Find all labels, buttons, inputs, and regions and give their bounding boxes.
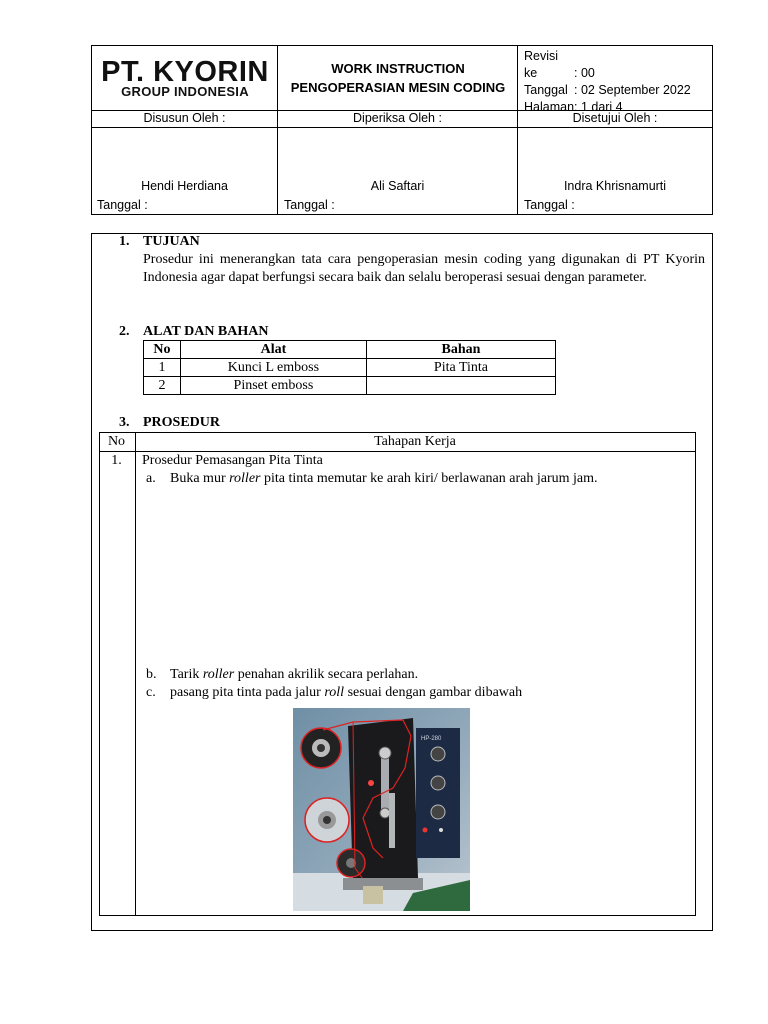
revisi-label: Revisi ke	[524, 49, 559, 80]
disetujui-date-label: Tanggal :	[524, 198, 575, 212]
section-2-number: 2.	[119, 324, 130, 339]
document-meta	[524, 48, 691, 116]
step-b-letter: b.	[146, 667, 157, 682]
section-3-number: 3.	[119, 415, 130, 430]
col-bahan-header: Bahan	[366, 341, 555, 359]
halaman-value: : 1 dari 4	[574, 100, 623, 114]
document-header	[91, 45, 713, 215]
procedure-col-no: No	[107, 434, 126, 449]
section-1-number: 1.	[119, 234, 130, 249]
section-1-title: TUJUAN	[143, 234, 200, 249]
step-c-letter: c.	[146, 685, 156, 700]
section-3-title: PROSEDUR	[143, 415, 221, 430]
procedure-col-steps: Tahapan Kerja	[374, 434, 456, 449]
table-row	[144, 359, 556, 377]
procedure-row-title: Prosedur Pemasangan Pita Tinta	[142, 453, 323, 468]
step-a-text: Buka mur roller pita tinta memutar ke arah kiri/ berlawanan arah jarum jam.	[170, 471, 598, 486]
col-alat-header: Alat	[180, 341, 366, 359]
diperiksa-date-label: Tanggal :	[284, 198, 335, 212]
disusun-label: Disusun Oleh :	[143, 111, 226, 125]
coding-machine-photo	[293, 708, 470, 911]
table-row	[144, 377, 556, 395]
table-cell	[366, 377, 555, 395]
table-cell: 1	[144, 359, 181, 377]
table-cell: Kunci L emboss	[180, 359, 366, 377]
revisi-value: : 00	[574, 66, 595, 80]
disetujui-name: Indra Khrisnamurti	[563, 179, 667, 193]
panel-label: HP-280	[421, 736, 442, 742]
disusun-name: Hendi Herdiana	[141, 179, 228, 193]
tanggal-value: : 02 September 2022	[574, 83, 691, 97]
disetujui-label: Disetujui Oleh :	[572, 111, 658, 125]
diperiksa-name: Ali Saftari	[370, 179, 425, 193]
diperiksa-label: Diperiksa Oleh :	[353, 111, 442, 125]
disusun-date-label: Tanggal :	[97, 198, 148, 212]
company-logo	[92, 46, 278, 110]
section-2-title: ALAT DAN BAHAN	[143, 324, 269, 339]
table-cell: 2	[144, 377, 181, 395]
halaman-label: Halaman	[524, 100, 575, 114]
tools-table	[143, 340, 556, 395]
procedure-column-divider	[135, 433, 136, 915]
section-1-text: Prosedur ini menerangkan tata cara pengoperasian mesin coding yang digunakan di PT Kyorin Indonesia agar dapat berfungsi secara baik dan selalu beroperasi sesuai dengan parameter.	[143, 252, 705, 285]
procedure-row-number: 1.	[111, 453, 122, 468]
tools-table-header	[144, 341, 556, 359]
step-b-text: Tarik roller penahan akrilik secara perlahan.	[170, 667, 419, 682]
tanggal-label: Tanggal	[524, 83, 568, 97]
title-line-2: PENGOPERASIAN MESIN CODING	[290, 80, 506, 95]
col-no-header: No	[144, 341, 181, 359]
title-line-1: WORK INSTRUCTION	[331, 61, 465, 76]
document-title	[278, 46, 518, 110]
table-cell: Pinset emboss	[180, 377, 366, 395]
logo-sub-text: GROUP INDONESIA	[121, 83, 249, 99]
logo-main-text: PT. KYORIN	[101, 55, 269, 88]
table-cell: Pita Tinta	[366, 359, 555, 377]
step-c-text: pasang pita tinta pada jalur roll sesuai dengan gambar dibawah	[170, 685, 523, 700]
step-a-letter: a.	[146, 471, 156, 486]
